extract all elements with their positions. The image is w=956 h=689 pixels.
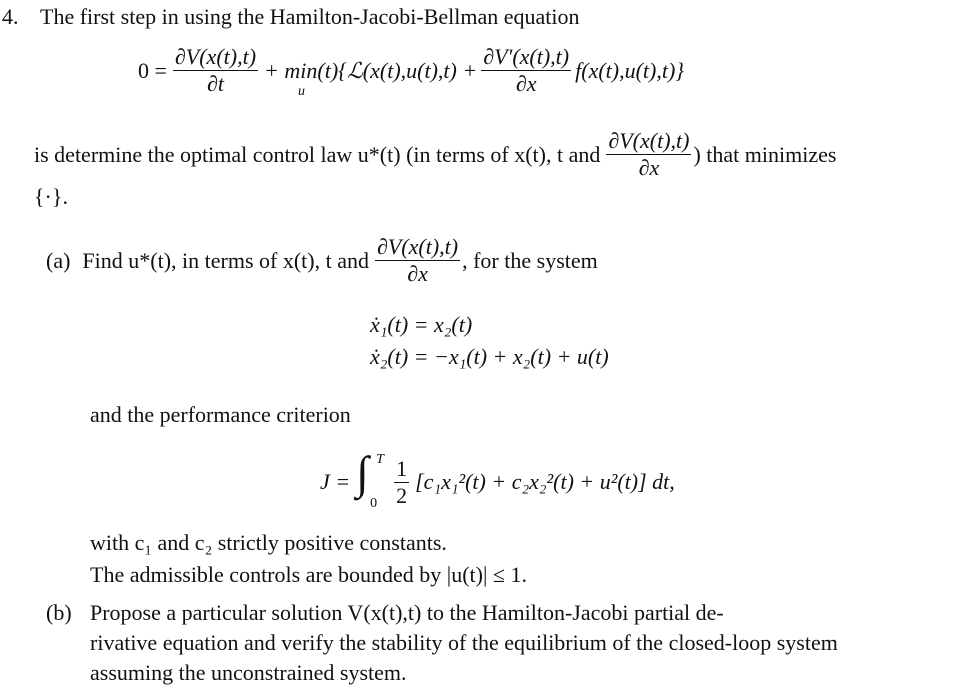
constants-note: with c₁ and c₂ strictly positive constants. (90, 530, 447, 555)
system-eq2: ẋ₂(t) = −x₁(t) + x₂(t) + u(t) (370, 344, 609, 369)
part-a-statement (46, 234, 598, 287)
one-half-fraction (394, 456, 409, 509)
line2-fraction (606, 128, 691, 181)
integral-upper-limit: T (376, 452, 384, 467)
part-a-frac-denominator: ∂x (407, 261, 428, 286)
line2-frac-numerator: ∂V(x(t),t) (608, 128, 690, 153)
hjb-frac2-denominator: ∂x (515, 71, 537, 96)
problem-line3: {·}. (34, 184, 68, 209)
J-integrand: [c₁x₁²(t) + c₂x₂²(t) + u²(t)] dt, (415, 469, 675, 494)
hjb-lhs: 0 = (138, 57, 167, 83)
hjb-min-text: + min(t){ℒ(x(t),u(t),t) + (264, 57, 478, 83)
part-a-frac-numerator: ∂V(x(t),t) (377, 234, 459, 259)
bound-note: The admissible controls are bounded by |u(t)| ≤ 1. (90, 562, 527, 587)
problem-number: 4. (2, 4, 19, 29)
hjb-fraction-time (173, 44, 258, 97)
hjb-frac1-denominator: ∂t (206, 71, 224, 96)
hjb-equation (138, 44, 684, 97)
criterion-intro: and the performance criterion (90, 402, 351, 427)
hjb-min-term (264, 57, 478, 99)
hjb-frac2-numerator: ∂V′(x(t),t) (483, 44, 570, 69)
line2-before: is determine the optimal control law u*(t) (in terms of x(t), t and (34, 141, 601, 167)
integral-lower-limit: 0 (370, 496, 378, 511)
part-a-text-before: Find u*(t), in terms of x(t), t and (82, 247, 369, 273)
system-eq1: ẋ₁(t) = x₂(t) (370, 312, 473, 337)
part-a-label: (a) (46, 247, 71, 273)
hjb-fraction-space (481, 44, 571, 97)
part-a-fraction (375, 234, 460, 287)
problem-intro: The first step in using the Hamilton-Jacobi-Bellman equation (40, 4, 580, 29)
part-a-text-after: , for the system (462, 247, 598, 273)
half-denominator: 2 (396, 482, 408, 508)
hjb-tail: f(x(t),u(t),t)} (575, 57, 685, 83)
problem-line2 (34, 128, 836, 181)
J-lhs: J = (320, 469, 351, 494)
integral-symbol-icon: ∫ (356, 447, 369, 498)
line2-frac-denominator: ∂x (638, 155, 660, 180)
performance-criterion (320, 447, 675, 511)
hjb-min-subscript: u (298, 83, 306, 99)
part-b-label: (b) (46, 600, 72, 625)
part-b-line3: assuming the unconstrained system. (90, 660, 407, 685)
line2-after: ) that minimizes (693, 141, 837, 167)
half-numerator: 1 (396, 455, 408, 481)
hjb-frac1-numerator: ∂V(x(t),t) (174, 44, 257, 69)
integral-sign (354, 447, 388, 511)
part-b-line2: rivative equation and verify the stability of the equilibrium of the closed-loop system (90, 630, 838, 655)
part-b-line1: Propose a particular solution V(x(t),t) to the Hamilton-Jacobi partial de- (90, 600, 724, 625)
